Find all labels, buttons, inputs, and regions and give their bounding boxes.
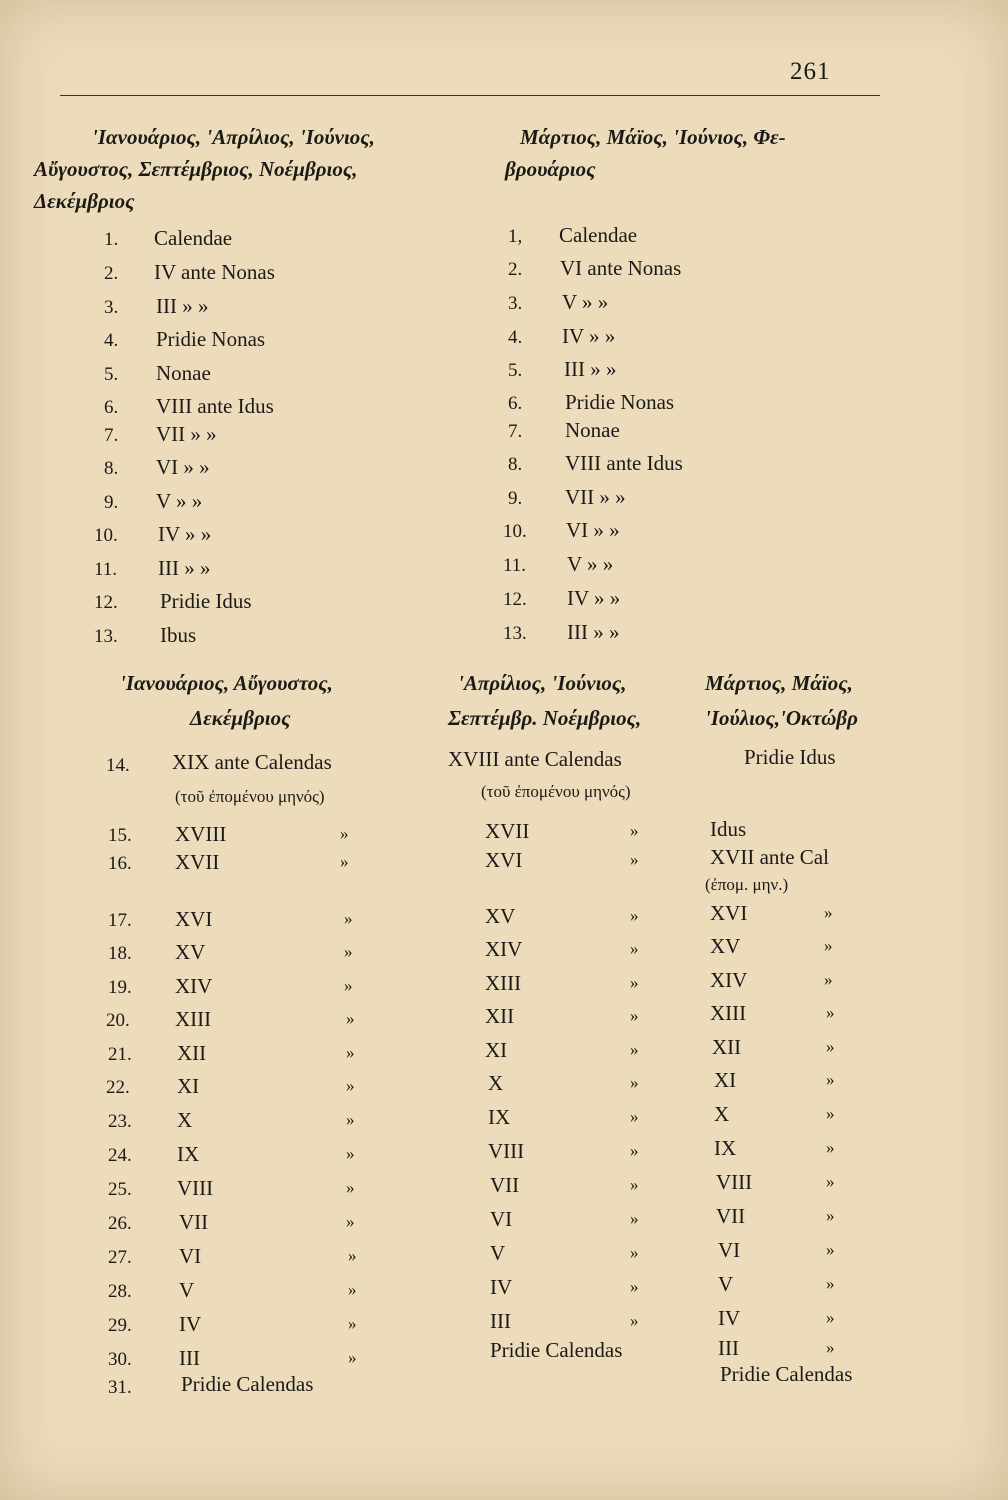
row-col-a: XVIII xyxy=(175,822,227,846)
row-col-b: Pridie Calendas xyxy=(490,1338,623,1362)
ditto-mark: » xyxy=(824,903,833,922)
row-col-c: III xyxy=(718,1336,739,1360)
ditto-mark: » xyxy=(346,1144,355,1163)
list-item: Pridie Nonas xyxy=(156,327,266,351)
ditto-mark: » xyxy=(630,1073,639,1092)
row-col-a: XVII xyxy=(175,850,220,874)
list-item-number: 4. xyxy=(508,327,523,348)
row-number: 24. xyxy=(108,1145,132,1166)
list-item-number: 13. xyxy=(94,626,118,647)
row-number: 26. xyxy=(108,1213,132,1234)
ditto-mark: » xyxy=(826,1308,835,1327)
list-item-number: 5. xyxy=(508,360,523,381)
ditto-mark: » xyxy=(348,1280,357,1299)
ditto-mark: » xyxy=(630,1175,639,1194)
list-item-number: 3. xyxy=(104,297,119,318)
ditto-mark: » xyxy=(824,970,833,989)
row14-col-b-note: (τοῦ ἐπομένου μηνός) xyxy=(481,782,631,801)
list-item: V » » xyxy=(156,489,203,513)
list-item: VIII ante Idus xyxy=(565,451,683,475)
row-col-b: XIII xyxy=(485,971,522,995)
list-item-number: 6. xyxy=(104,397,119,418)
list-item: IV » » xyxy=(562,324,616,348)
row-col-a: XIII xyxy=(175,1007,212,1031)
row14-col-a-note: (τοῦ ἐπομένου μηνός) xyxy=(175,787,325,806)
list-item: III » » xyxy=(158,556,211,580)
row14-col-a: XIX ante Calendas xyxy=(172,750,332,774)
ditto-mark: » xyxy=(630,1040,639,1059)
ditto-mark: » xyxy=(826,1338,835,1357)
row-number: 21. xyxy=(108,1044,132,1065)
ditto-mark: » xyxy=(348,1348,357,1367)
ditto-mark: » xyxy=(630,906,639,925)
list-item-number: 11. xyxy=(503,555,527,576)
list-item: VI » » xyxy=(156,455,210,479)
ditto-mark: » xyxy=(630,1209,639,1228)
section2-header-b-line1: 'Απρίλιος, 'Ιούνιος, xyxy=(458,671,627,695)
list-item-number: 12. xyxy=(503,589,527,610)
row-col-b: XII xyxy=(485,1004,515,1028)
row-col-c: XV xyxy=(710,934,741,958)
list-item-number: 8. xyxy=(104,458,119,479)
ditto-mark: » xyxy=(826,1104,835,1123)
ditto-mark: » xyxy=(826,1003,835,1022)
header-rule xyxy=(60,95,880,96)
list-item-number: 7. xyxy=(104,425,119,446)
list-item-number: 11. xyxy=(94,559,118,580)
row-col-b: V xyxy=(490,1241,506,1265)
ditto-mark: » xyxy=(630,1277,639,1296)
list-item-number: 5. xyxy=(104,364,119,385)
section2-header-a-line2: Δεκέμβριος xyxy=(190,706,291,730)
row-col-a: XIV xyxy=(175,974,213,998)
ditto-mark: » xyxy=(826,1037,835,1056)
ditto-mark: » xyxy=(826,1206,835,1225)
row-col-a: XI xyxy=(177,1074,200,1098)
list-item: IV » » xyxy=(567,586,621,610)
ditto-mark: » xyxy=(826,1240,835,1259)
row-col-a: XII xyxy=(177,1041,207,1065)
row-col-b: IV xyxy=(490,1275,513,1299)
row-col-c: XII xyxy=(712,1035,742,1059)
list-item-number: 1, xyxy=(508,226,523,247)
section1-header-left-line1: 'Ιανουάριος, 'Απρίλιος, 'Ιούνιος, xyxy=(92,125,375,149)
row-col-c: V xyxy=(718,1272,734,1296)
list-item-number: 12. xyxy=(94,592,118,613)
row14-col-b: XVIII ante Calendas xyxy=(448,747,622,771)
row-col-b: IX xyxy=(488,1105,511,1129)
list-item-number: 13. xyxy=(503,623,527,644)
ditto-mark: » xyxy=(348,1246,357,1265)
row-col-b: VIII xyxy=(488,1139,525,1163)
row-col-c: XIV xyxy=(710,968,748,992)
row-number: 31. xyxy=(108,1377,132,1398)
list-item-number: 2. xyxy=(104,263,119,284)
row14-col-c: Pridie Idus xyxy=(744,745,836,769)
ditto-mark: » xyxy=(826,1070,835,1089)
list-item: VII » » xyxy=(565,485,626,509)
row-col-c: XVII ante Cal xyxy=(710,845,829,869)
list-item: IV ante Nonas xyxy=(154,260,275,284)
row-col-c: VI xyxy=(718,1238,741,1262)
section1-header-left-line3: Δεκέμβριος xyxy=(34,189,135,213)
list-item-number: 1. xyxy=(104,229,119,250)
ditto-mark: » xyxy=(824,936,833,955)
section2-header-b-line2: Σεπτέμβρ. Νοέμβριος, xyxy=(448,706,642,730)
ditto-mark: » xyxy=(630,821,639,840)
row-col-a: VII xyxy=(179,1210,209,1234)
row-number: 16. xyxy=(108,853,132,874)
row-col-b: XVI xyxy=(485,848,523,872)
page-number: 261 xyxy=(790,58,831,85)
row-col-c: VIII xyxy=(716,1170,753,1194)
section2-header-a-line1: 'Ιανουάριος, Αὔγουστος, xyxy=(120,671,333,695)
list-item-number: 9. xyxy=(508,488,523,509)
row31-col-a: Pridie Calendas xyxy=(181,1372,314,1396)
section1-header-right-line2: βρουάριος xyxy=(505,157,596,181)
list-item: III » » xyxy=(156,294,209,318)
row-col-b: X xyxy=(488,1071,504,1095)
ditto-mark: » xyxy=(340,852,349,871)
ditto-mark: » xyxy=(346,1212,355,1231)
row-number: 29. xyxy=(108,1315,132,1336)
list-item: Ibus xyxy=(160,623,197,647)
row-number: 20. xyxy=(106,1010,130,1031)
section1-header-left-line2: Αὔγουστος, Σεπτέμβριος, Νοέμβριος, xyxy=(34,157,358,181)
list-item: IV » » xyxy=(158,522,212,546)
row-col-b: III xyxy=(490,1309,511,1333)
list-item-number: 6. xyxy=(508,393,523,414)
list-item: VI ante Nonas xyxy=(560,256,682,280)
row-col-a: VIII xyxy=(177,1176,214,1200)
row-col-c: XVI xyxy=(710,901,748,925)
row-col-c: XI xyxy=(714,1068,737,1092)
list-item: Pridie Nonas xyxy=(565,390,675,414)
ditto-mark: » xyxy=(344,976,353,995)
list-item: V » » xyxy=(567,552,614,576)
list-item-number: 10. xyxy=(503,521,527,542)
ditto-mark: » xyxy=(344,942,353,961)
list-item: III » » xyxy=(564,357,617,381)
list-item-number: 4. xyxy=(104,330,119,351)
ditto-mark: » xyxy=(346,1076,355,1095)
row-col-c: IV xyxy=(718,1306,741,1330)
row-col-c: VII xyxy=(716,1204,746,1228)
row-number: 30. xyxy=(108,1349,132,1370)
row-col-a: XV xyxy=(175,940,206,964)
ditto-mark: » xyxy=(630,1006,639,1025)
list-item-number: 2. xyxy=(508,259,523,280)
ditto-mark: » xyxy=(630,1243,639,1262)
row-number: 28. xyxy=(108,1281,132,1302)
row-number: 23. xyxy=(108,1111,132,1132)
list-item-number: 3. xyxy=(508,293,523,314)
row-col-b: XIV xyxy=(485,937,523,961)
ditto-mark: » xyxy=(340,824,349,843)
row-number: 17. xyxy=(108,910,132,931)
row-col-b: VI xyxy=(490,1207,513,1231)
row-col-c: IX xyxy=(714,1136,737,1160)
list-item-number: 8. xyxy=(508,454,523,475)
ditto-mark: » xyxy=(346,1009,355,1028)
list-item: Calendae xyxy=(154,226,233,250)
row-col-b: XVII xyxy=(485,819,530,843)
row-col-b: XV xyxy=(485,904,516,928)
row16-col-c-note: (ἐπομ. μην.) xyxy=(705,875,789,894)
ditto-mark: » xyxy=(348,1314,357,1333)
ditto-mark: » xyxy=(826,1172,835,1191)
row-col-c: X xyxy=(714,1102,730,1126)
row-col-a: X xyxy=(177,1108,193,1132)
row-col-b: VII xyxy=(490,1173,520,1197)
list-item: V » » xyxy=(562,290,609,314)
ditto-mark: » xyxy=(630,1141,639,1160)
list-item: Calendae xyxy=(559,223,638,247)
row-number: 15. xyxy=(108,825,132,846)
ditto-mark: » xyxy=(344,909,353,928)
row-col-c: Idus xyxy=(710,817,747,841)
ditto-mark: » xyxy=(630,1311,639,1330)
list-item: Nonae xyxy=(156,361,211,385)
section2-header-c-line2: 'Ιούλιος,'Οκτώβρ xyxy=(705,706,858,730)
row-col-a: VI xyxy=(179,1244,202,1268)
ditto-mark: » xyxy=(630,939,639,958)
ditto-mark: » xyxy=(826,1138,835,1157)
list-item: VI » » xyxy=(566,518,620,542)
ditto-mark: » xyxy=(346,1178,355,1197)
ditto-mark: » xyxy=(346,1110,355,1129)
row-col-a: XVI xyxy=(175,907,213,931)
list-item: Nonae xyxy=(565,418,620,442)
ditto-mark: » xyxy=(630,1107,639,1126)
list-item: VIII ante Idus xyxy=(156,394,274,418)
ditto-mark: » xyxy=(630,850,639,869)
row-col-c: XIII xyxy=(710,1001,747,1025)
row-col-b: XI xyxy=(485,1038,508,1062)
row-number: 18. xyxy=(108,943,132,964)
list-item-number: 9. xyxy=(104,492,119,513)
row-number: 27. xyxy=(108,1247,132,1268)
row-col-a: IV xyxy=(179,1312,202,1336)
section1-header-right-line1: Μάρτιος, Μάϊος, 'Ιούνιος, Φε- xyxy=(520,125,786,149)
list-item: VII » » xyxy=(156,422,217,446)
row-number: 25. xyxy=(108,1179,132,1200)
row-number: 14. xyxy=(106,755,130,776)
list-item-number: 7. xyxy=(508,421,523,442)
ditto-mark: » xyxy=(346,1043,355,1062)
ditto-mark: » xyxy=(630,973,639,992)
row-number: 19. xyxy=(108,977,132,998)
row-col-a: IX xyxy=(177,1142,200,1166)
section2-header-c-line1: Μάρτιος, Μάϊος, xyxy=(705,671,853,695)
ditto-mark: » xyxy=(826,1274,835,1293)
list-item-number: 10. xyxy=(94,525,118,546)
list-item: III » » xyxy=(567,620,620,644)
row-col-a: III xyxy=(179,1346,200,1370)
row-number: 22. xyxy=(106,1077,130,1098)
row-col-a: V xyxy=(179,1278,195,1302)
list-item: Pridie Idus xyxy=(160,589,252,613)
row31-col-c: Pridie Calendas xyxy=(720,1362,853,1386)
